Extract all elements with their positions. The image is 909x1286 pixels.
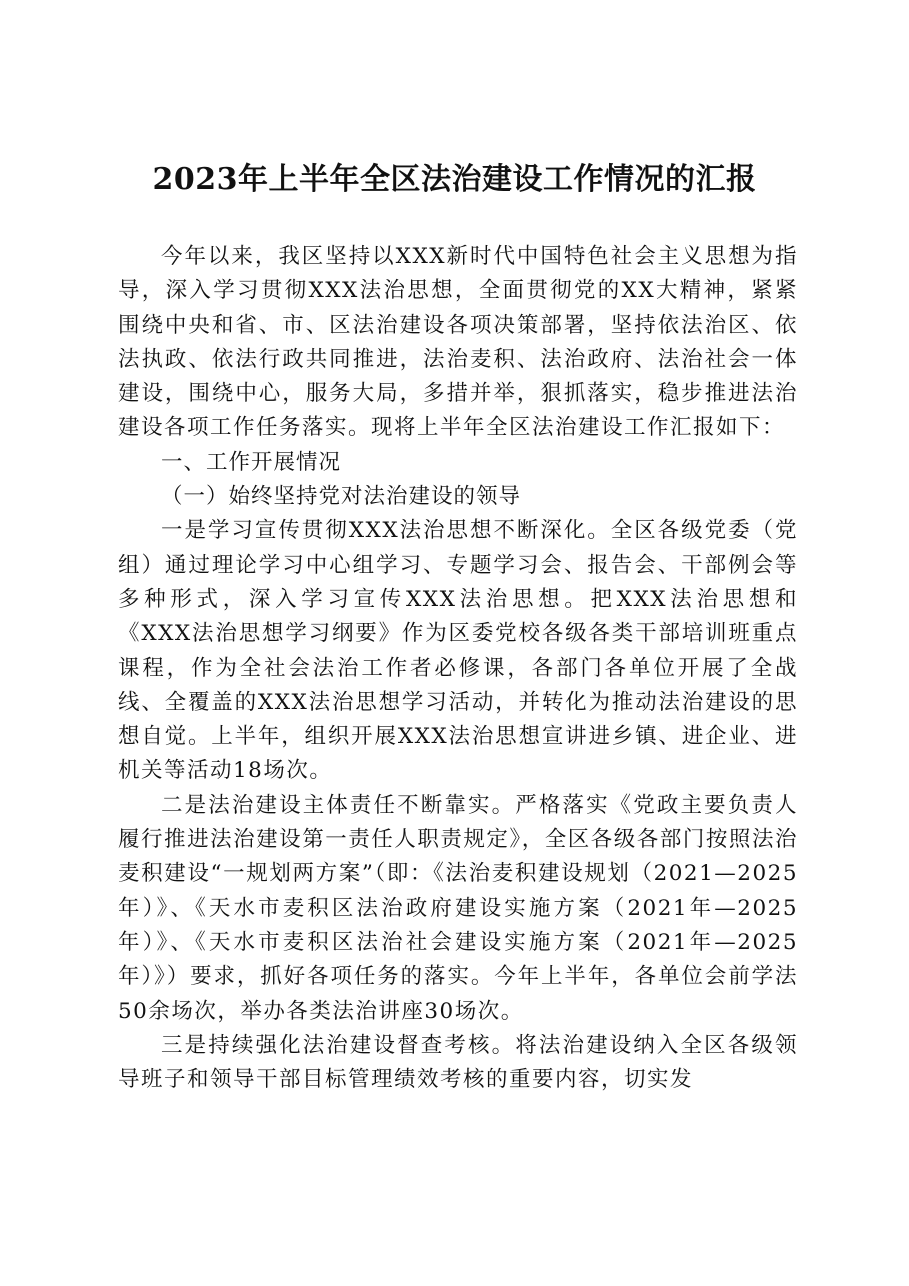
body-paragraph-3: 三是持续强化法治建设督查考核。将法治建设纳入全区各级领导班子和领导干部目标管理绩效考核的重要内容，切实发 (118, 1032, 798, 1093)
document-title: 2023年上半年全区法治建设工作情况的汇报 (152, 162, 757, 197)
body-paragraph-2: 二是法治建设主体责任不断靠实。严格落实《党政主要负责人履行推进法治建设第一责任人职责规定》，全区各级各部门按照法治麦积建设“一规划两方案”（即：《法治麦积建设规划（2021—2025年）》、《天水市麦积区法治政府建设实施方案（2021年—2025年）》、《天水市麦积区法治社会建设实施方案（2021年—2025年）》）要求，抓好各项任务的落实。今年上半年，各单位会前学法50余场次，举办各类法治讲座30场次。 (118, 792, 798, 1024)
section-heading: 一、工作开展情况 (161, 449, 342, 475)
subsection-heading: （一）始终坚持党对法治建设的领导 (161, 484, 522, 510)
intro-paragraph: 今年以来，我区坚持以XXX新时代中国特色社会主义思想为指导，深入学习贯彻XXX法治思想，全面贯彻党的XX大精神，紧紧围绕中央和省、市、区法治建设各项决策部署，坚持依法治区、依法执政、依法行政共同推进，法治麦积、法治政府、法治社会一体建设，围绕中心，服务大局，多措并举，狠抓落实，稳步推进法治建设各项工作任务落实。现将上半年全区法治建设工作汇报如下： (118, 244, 798, 441)
body-paragraph-1: 一是学习宣传贯彻XXX法治思想不断深化。全区各级党委（党组）通过理论学习中心组学习、专题学习会、报告会、干部例会等多种形式，深入学习宣传XXX法治思想。把XXX法治思想和《XXX法治思想学习纲要》作为区委党校各级各类干部培训班重点课程，作为全社会法治工作者必修课，各部门各单位开展了全战线、全覆盖的XXX法治思想学习活动，并转化为推动法治建设的思想自觉。上半年，组织开展XXX法治思想宣讲进乡镇、进企业、进机关等活动18场次。 (118, 518, 798, 784)
document-body (118, 240, 798, 1097)
